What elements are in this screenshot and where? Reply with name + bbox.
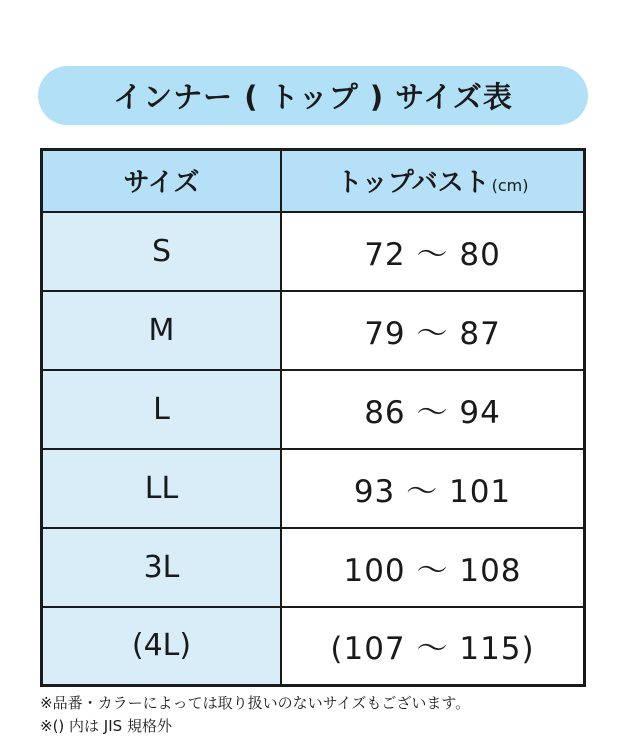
size-cell: L <box>42 370 282 449</box>
size-table <box>40 148 586 687</box>
bust-range-cell: 100 〜 108 <box>281 528 585 607</box>
bust-range-cell: 93 〜 101 <box>281 449 585 528</box>
bust-range-cell: (107 〜 115) <box>281 607 585 686</box>
footnote-jis: ※() 内は JIS 規格外 <box>40 717 172 735</box>
table-row <box>42 528 585 607</box>
footnote-availability: ※品番・カラーによっては取り扱いのないサイズもございます。 <box>40 694 471 712</box>
footnotes <box>40 692 470 738</box>
column-header-unit: (cm) <box>491 176 529 196</box>
table-row <box>42 370 585 449</box>
table-row <box>42 212 585 291</box>
size-cell: S <box>42 212 282 291</box>
size-cell: M <box>42 291 282 370</box>
column-header-size-label: サイズ <box>123 168 200 199</box>
page-title: インナー ( トップ ) サイズ表 <box>113 80 513 114</box>
size-cell: 3L <box>42 528 282 607</box>
size-cell: LL <box>42 449 282 528</box>
size-cell: (4L) <box>42 607 282 686</box>
table-row <box>42 449 585 528</box>
bust-range-cell: 72 〜 80 <box>281 212 585 291</box>
table-row <box>42 607 585 686</box>
column-header-bust <box>281 150 585 212</box>
bust-range-cell: 79 〜 87 <box>281 291 585 370</box>
table-row <box>42 291 585 370</box>
table-header-row <box>42 150 585 212</box>
page-title-pill <box>38 66 588 125</box>
column-header-bust-label: トップバスト <box>336 168 490 199</box>
column-header-size <box>42 150 282 212</box>
bust-range-cell: 86 〜 94 <box>281 370 585 449</box>
